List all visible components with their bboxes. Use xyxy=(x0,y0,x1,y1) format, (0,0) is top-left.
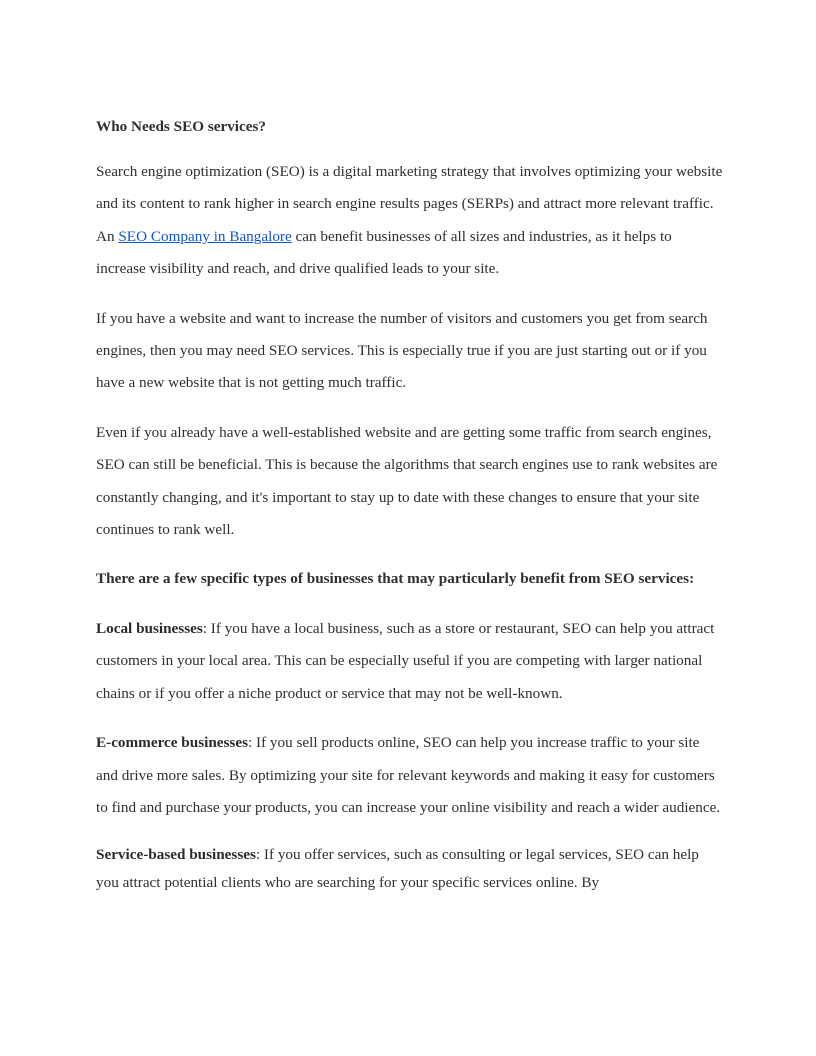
item-text-ecommerce: : If you sell products online, SEO can help you increase traffic to your site and drive more sales. By optimizing your site for relevant keywords and making it easy for customers to find and purchase your products, you can increase your online visibility and reach a wider audience. xyxy=(96,734,721,816)
item-label-service: Service-based businesses xyxy=(96,846,256,864)
paragraph-established-website: Even if you already have a well-established website and are getting some traffic from search engines, SEO can still be beneficial. This is because the algorithms that search engines use to rank websites are constantly changing, and it's important to stay up to date with these changes to ensure that your site continues to rank well. xyxy=(96,423,718,539)
list-item-local xyxy=(96,613,724,710)
item-text-local: : If you have a local business, such as a store or restaurant, SEO can help you attract customers in your local area. This can be especially useful if you are competing with larger national chains or if you offer a niche product or service that may not be well-known. xyxy=(96,619,715,702)
seo-company-link[interactable]: SEO Company in Bangalore xyxy=(118,227,292,245)
list-item-ecommerce xyxy=(96,727,724,824)
intro-text-after: can benefit businesses of all sizes and industries, as it helps to increase visibility and reach, and drive qualified leads to your site. xyxy=(96,227,672,278)
paragraph-website-visitors: If you have a website and want to increase the number of visitors and customers you get from search engines, then you may need SEO services. This is especially true if you are just starting out or if you have a new website that is not getting much traffic. xyxy=(96,309,708,392)
intro-text-before: Search engine optimization (SEO) is a digital marketing strategy that involves optimizing your website and its content to rank higher in search engine results pages (SERPs) and attract more relevant traffic. An xyxy=(96,163,723,245)
page-title: Who Needs SEO services? xyxy=(96,118,267,135)
item-label-local: Local businesses xyxy=(96,619,203,637)
item-text-service: : If you offer services, such as consulting or legal services, SEO can help you attract potential clients who are searching for your specific services online. By xyxy=(96,846,699,892)
section-subheading: There are a few specific types of businesses that may particularly benefit from SEO services: xyxy=(96,570,695,588)
item-label-ecommerce: E-commerce businesses xyxy=(96,734,248,752)
document-page xyxy=(96,111,724,897)
intro-paragraph xyxy=(96,156,724,286)
list-item-service xyxy=(96,841,724,897)
